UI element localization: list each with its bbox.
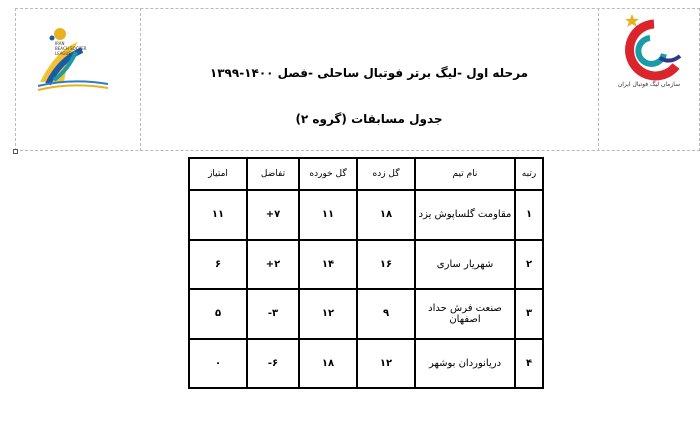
points-cell: ۰	[189, 339, 247, 389]
goals-against-cell: ۱۴	[299, 240, 357, 290]
goals-against-cell: ۱۸	[299, 339, 357, 389]
goals-for-cell: ۱۲	[357, 339, 415, 389]
goal-difference-cell: ۷+	[247, 190, 299, 240]
header-goals-against: گل خورده	[299, 158, 357, 190]
points-cell: ۶	[189, 240, 247, 290]
rank-cell: ۳	[515, 289, 543, 339]
football-league-organization-logo	[610, 10, 690, 90]
table-row	[189, 289, 543, 339]
league-organization-caption: سازمان لیگ فوتبال ایران	[617, 81, 681, 88]
table-row	[189, 240, 543, 290]
beach-soccer-league-logo	[34, 20, 110, 92]
rank-cell: ۴	[515, 339, 543, 389]
rank-cell: ۱	[515, 190, 543, 240]
header-rank: رتبه	[515, 158, 543, 190]
goals-for-cell: ۹	[357, 289, 415, 339]
header-divider-right	[598, 8, 599, 151]
logo-caption-line-1: IRAN	[55, 41, 65, 46]
standings-table	[188, 157, 544, 389]
header-goals-for: گل زده	[357, 158, 415, 190]
header-goal-difference: تفاضل	[247, 158, 299, 190]
header-team-name: نام تیم	[415, 158, 515, 190]
goal-difference-cell: ۲+	[247, 240, 299, 290]
document-subtitle: جدول مسابقات (گروه ۲)	[295, 112, 443, 126]
goal-difference-cell: ۳-	[247, 289, 299, 339]
table-move-handle[interactable]	[13, 149, 18, 154]
goals-against-cell: ۱۱	[299, 190, 357, 240]
logo-caption-line-3: LEAGUE	[55, 51, 71, 56]
beach-soccer-logo-caption	[55, 41, 99, 56]
header-points: امتیاز	[189, 158, 247, 190]
goals-for-cell: ۱۶	[357, 240, 415, 290]
table-row	[189, 339, 543, 389]
team-name-cell: صنعت فرش حداد اصفهان	[415, 289, 515, 339]
points-cell: ۵	[189, 289, 247, 339]
points-cell: ۱۱	[189, 190, 247, 240]
team-name-cell: دریانوردان بوشهر	[415, 339, 515, 389]
team-name-cell: مقاومت گلساپوش یزد	[415, 190, 515, 240]
table-row	[189, 190, 543, 240]
goal-difference-cell: ۶-	[247, 339, 299, 389]
table-header-row	[189, 158, 543, 190]
rank-cell: ۲	[515, 240, 543, 290]
document-title: مرحله اول -لیگ برتر فوتبال ساحلی -فصل ۱۴۰۰-۱۳۹۹	[209, 66, 529, 80]
goals-against-cell: ۱۲	[299, 289, 357, 339]
goals-for-cell: ۱۸	[357, 190, 415, 240]
team-name-cell: شهریار ساری	[415, 240, 515, 290]
logo-caption-line-2: BEACH SOCCER	[55, 46, 87, 51]
